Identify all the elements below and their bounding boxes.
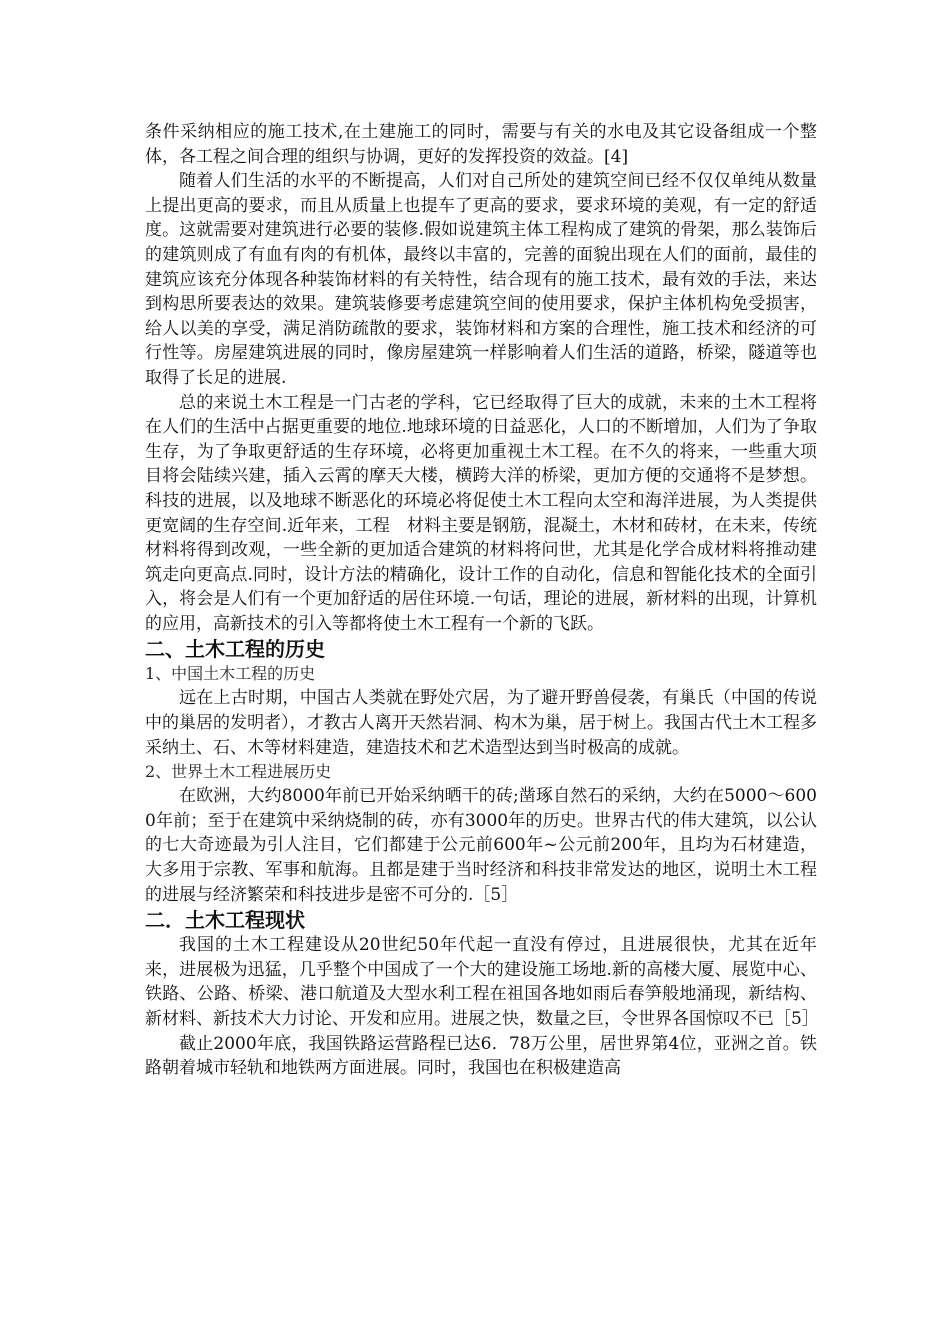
subheading-world-history: 2、世界土木工程进展历史 — [145, 762, 332, 782]
paragraph-construction-coordination: 条件采纳相应的施工技术,在土建施工的同时，需要与有关的水电及其它设备组成一个整体，各工程之间合理的组织与协调，更好的发挥投资的效益。[4] — [145, 122, 817, 167]
paragraph-decoration: 随着人们生活的水平的不断提高，人们对自己所处的建筑空间已经不仅仅单纯从数量上提出更高的要求，而且从质量上也提车了更高的要求，要求环境的美观，有一定的舒适度。这就需要对建筑进行必要的装修.假如说建筑主体工程构成了建筑的骨架，那么装饰后的建筑则成了有血有肉的有机体，最终以丰富的，完善的面貌出现在人们的面前，最佳的建筑应该充分体现各种装饰材料的有关特性，结合现有的施工技术，最有效的手法，来达到构思所要表达的效果。建筑装修要考虑建筑空间的使用要求，保护主体机构免受损害，给人以美的享受，满足消防疏散的要求，装饰材料和方案的合理性，施工技术和经济的可行性等。房屋建筑进展的同时，像房屋建筑一样影响着人们生活的道路，桥梁，隧道等也取得了长足的进展. — [145, 171, 817, 388]
paragraph-china-history: 远在上古时期，中国古人类就在野处穴居，为了避开野兽侵袭，有巢氏（中国的传说中的巢居的发明者），才教古人离开天然岩洞、构木为巢，居于树上。我国古代土木工程多采纳土、石、木等材料建造，建造技术和艺术造型达到当时极高的成就。 — [145, 688, 817, 758]
paragraph-status: 我国的土木工程建设从20世纪50年代起一直没有停过，且进展很快，尤其在近年来，进展极为迅猛，几乎整个中国成了一个大的建设施工场地.新的高楼大厦、展览中心、铁路、公路、桥梁、港口航道及大型水利工程在祖国各地如雨后春笋般地涌现，新结构、新材料、新技术大力讨论、开发和应用。进展之快，数量之巨，令世界各国惊叹不已［5］ — [145, 935, 819, 1029]
paragraph-railway: 截止2000年底，我国铁路运营路程已达6．78万公里，居世界第4位，亚洲之首。铁路朝着城市轻轨和地铁两方面进展。同时，我国也在积极建造高 — [145, 1033, 817, 1079]
heading-history: 二、土木工程的历史 — [145, 637, 325, 662]
document-page — [145, 120, 817, 1081]
heading-status: 二．土木工程现状 — [145, 908, 305, 933]
subheading-china-history: 1、中国土木工程的历史 — [145, 664, 316, 684]
paragraph-world-history: 在欧洲，大约8000年前已开始采纳晒干的砖;凿琢自然石的采纳，大约在5000～6000年前；至于在建筑中采纳烧制的砖，亦有3000年的历史。世界古代的伟大建筑，以公认的七大奇迹最为引人注目，它们都建于公元前600年~公元前200年，且均为石材建造，大多用于宗教、军事和航海。且都是建于当时经济和科技非常发达的地区，说明土木工程的进展与经济繁荣和科技进步是密不可分的.［5］ — [145, 786, 817, 905]
paragraph-future: 总的来说土木工程是一门古老的学科，它已经取得了巨大的成就，未来的土木工程将在人们的生活中占据更重要的地位.地球环境的日益恶化，人口的不断增加，人们为了争取生存，为了争取更舒适的生存环境，必将更加重视土木工程。在不久的将来，一些重大项目将会陆续兴建，插入云霄的摩天大楼，横跨大洋的桥梁，更加方便的交通将不是梦想。科技的进展，以及地球不断恶化的环境必将促使土木工程向太空和海洋进展，为人类提供更宽阔的生存空间.近年来，工程 材料主要是钢筋，混凝土，木材和砖材，在未来，传统材料将得到改观，一些全新的更加适合建筑的材料将问世，尤其是化学合成材料将推动建筑走向更高点.同时，设计方法的精确化，设计工作的自动化，信息和智能化技术的全面引入，将会是人们有一个更加舒适的居住环境.一句话，理论的进展，新材料的出现，计算机的应用，高新技术的引入等都将使土木工程有一个新的飞跃。 — [145, 392, 817, 634]
